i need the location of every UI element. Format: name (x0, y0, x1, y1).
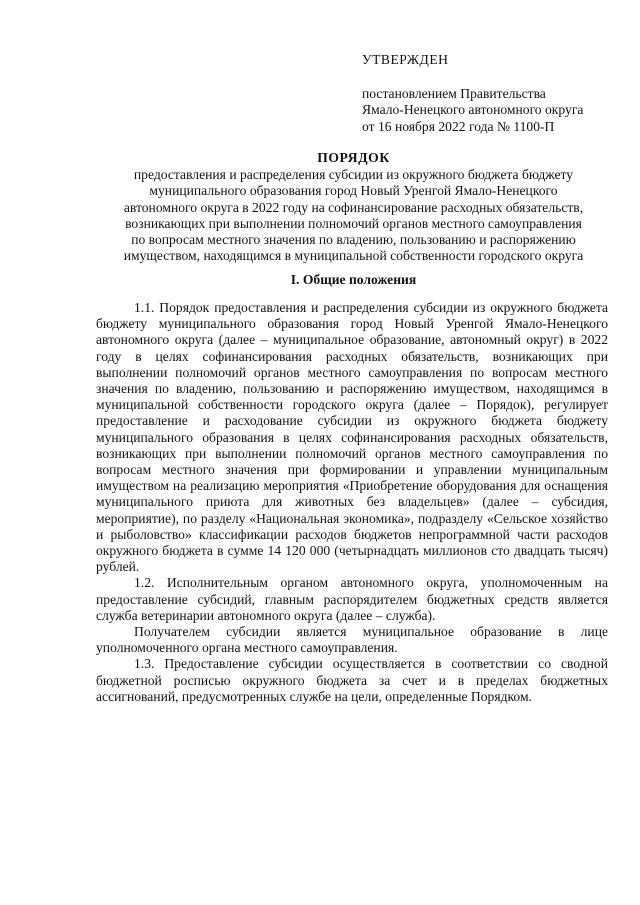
subtitle-line: возникающих при выполнении полномочий органов местного самоуправления (125, 215, 582, 231)
paragraph-1-3: 1.3. Предоставление субсидии осуществляется в соответствии со сводной бюджетной росписью окружного бюджета за счет и в пределах бюджетных ассигнований, предусмотренных службе на цели, определенные Порядком. (96, 656, 608, 704)
document-heading (96, 150, 611, 264)
subtitle-line: по вопросам местного значения по владению, пользованию и распоряжению (131, 232, 576, 248)
section-body (96, 300, 608, 705)
section-title: I. Общие положения (290, 272, 417, 287)
subtitle-line: предоставления и распределения субсидии из окружного бюджета бюджету (133, 167, 574, 183)
paragraph-recipient: Получателем субсидии является муниципальное образование в лице уполномоченного органа местного самоуправления. (96, 624, 608, 656)
approval-title: УТВЕРЖДЕН (362, 52, 449, 67)
approval-stamp (362, 52, 624, 135)
document-subtitle (96, 167, 611, 264)
approval-line: от 16 ноября 2022 года № 1100-П (362, 118, 555, 134)
approval-line: Ямало-Ненецкого автономного округа (362, 102, 584, 118)
paragraph-1-2: 1.2. Исполнительным органом автономного округа, уполномоченным на предоставление субсидий, главным распорядителем бюджетных средств является служба ветеринарии автономного округа (далее – служба). (96, 575, 608, 623)
subtitle-line: автономного округа в 2022 году на софинансирование расходных обязательств, (123, 199, 584, 215)
paragraph-1-1: 1.1. Порядок предоставления и распределения субсидии из окружного бюджета бюджету муниципального образования город Новый Уренгой Ямало-Ненецкого автономного округа (далее – муниципальное образование, автономный округ) в 2022 году в целях софинансирования расходных обязательств, возникающих при выполнении полномочий органов местного самоуправления по вопросам местного значения по владению, пользованию и распоряжению имуществом, находящимся в муниципальной собственности городского округа (далее – Порядок), регулирует предоставление и расходование субсидии из окружного бюджета бюджету муниципального образования в целях софинансирования расходных обязательств, возникающих при выполнении полномочий органов местного самоуправления по вопросам местного значения при формировании и управлении муниципальным имуществом на реализацию мероприятия «Приобретение оборудования для оснащения муниципального приюта для животных без владельцев» (далее – субсидия, мероприятие), по разделу «Национальная экономика», подразделу «Сельское хозяйство и рыболовство» классификации расходов бюджетов непрограммной части расходов окружного бюджета в сумме 14 120 000 (четырнадцать миллионов сто двадцать тысяч) рублей. (96, 300, 608, 575)
approval-line: постановлением Правительства (362, 86, 546, 102)
subtitle-line: имуществом, находящимся в муниципальной собственности городского округа (123, 248, 584, 264)
document-title: ПОРЯДОК (317, 150, 390, 165)
subtitle-line: муниципального образования город Новый Уренгой Ямало-Ненецкого (149, 183, 558, 199)
approval-details (362, 86, 624, 135)
